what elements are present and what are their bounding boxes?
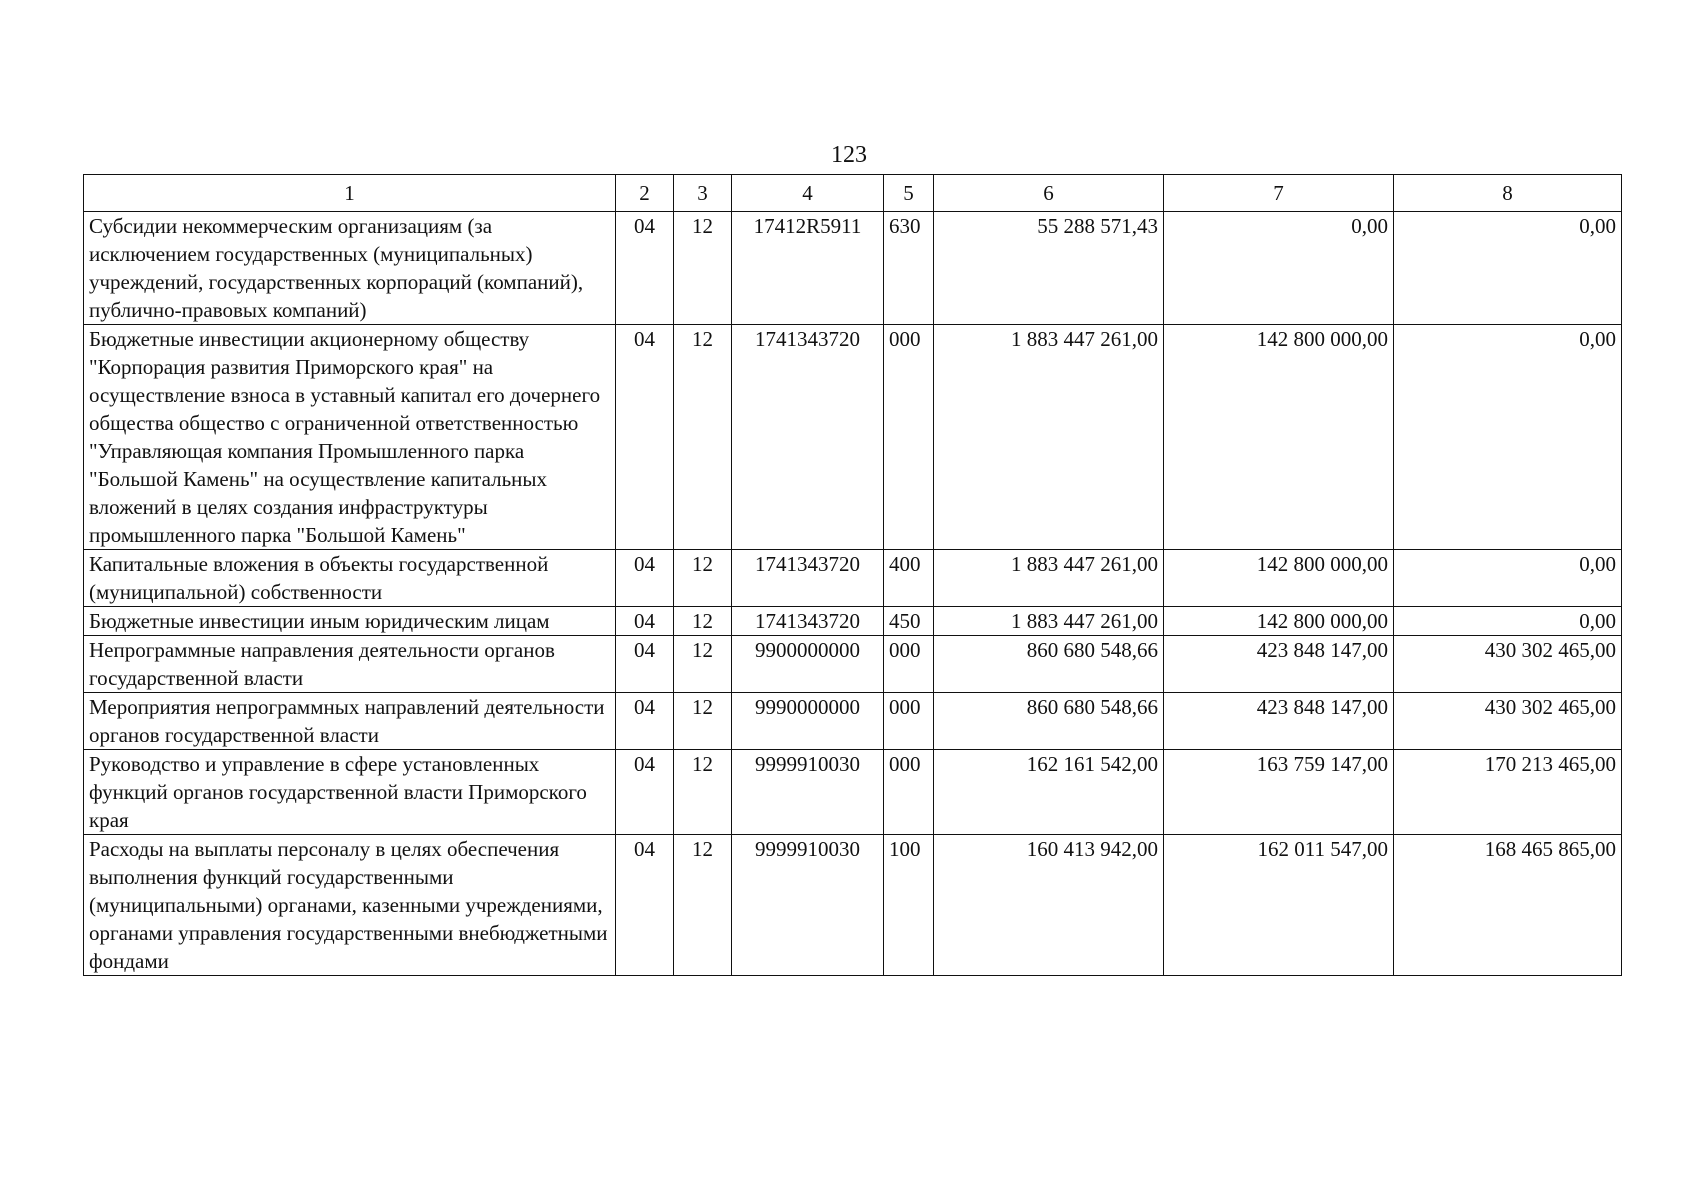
row-name: Непрограммные направления деятельности органов государственной власти	[84, 636, 616, 693]
row-amount-1: 1 883 447 261,00	[934, 550, 1164, 607]
row-section: 04	[616, 550, 674, 607]
header-col-1: 1	[84, 175, 616, 212]
row-subsection: 12	[674, 550, 732, 607]
row-amount-1: 55 288 571,43	[934, 212, 1164, 325]
table-row	[84, 325, 1622, 550]
header-col-2: 2	[616, 175, 674, 212]
row-section: 04	[616, 636, 674, 693]
table-row	[84, 550, 1622, 607]
table-row	[84, 750, 1622, 835]
row-section: 04	[616, 325, 674, 550]
table-header-row	[84, 175, 1622, 212]
row-subsection: 12	[674, 212, 732, 325]
row-subsection: 12	[674, 636, 732, 693]
row-amount-3: 430 302 465,00	[1394, 693, 1622, 750]
row-section: 04	[616, 607, 674, 636]
row-target-code: 9990000000	[732, 693, 884, 750]
row-section: 04	[616, 750, 674, 835]
page-number: 123	[831, 142, 867, 168]
row-amount-3: 170 213 465,00	[1394, 750, 1622, 835]
row-kind-code: 100	[884, 835, 934, 976]
row-amount-2: 162 011 547,00	[1164, 835, 1394, 976]
header-col-3: 3	[674, 175, 732, 212]
row-name: Расходы на выплаты персоналу в целях обеспечения выполнения функций государственными (муниципальными) органами, казенными учреждениями, органами управления государственными внебюджетными фондами	[84, 835, 616, 976]
row-amount-1: 162 161 542,00	[934, 750, 1164, 835]
row-kind-code: 630	[884, 212, 934, 325]
header-col-5: 5	[884, 175, 934, 212]
row-kind-code: 000	[884, 750, 934, 835]
row-amount-3: 0,00	[1394, 212, 1622, 325]
row-amount-3: 168 465 865,00	[1394, 835, 1622, 976]
row-amount-2: 142 800 000,00	[1164, 607, 1394, 636]
row-name: Мероприятия непрограммных направлений деятельности органов государственной власти	[84, 693, 616, 750]
row-amount-1: 1 883 447 261,00	[934, 607, 1164, 636]
row-target-code: 9999910030	[732, 750, 884, 835]
table-row	[84, 212, 1622, 325]
row-kind-code: 000	[884, 693, 934, 750]
row-amount-2: 142 800 000,00	[1164, 550, 1394, 607]
row-amount-1: 860 680 548,66	[934, 636, 1164, 693]
row-subsection: 12	[674, 693, 732, 750]
row-kind-code: 450	[884, 607, 934, 636]
row-amount-3: 0,00	[1394, 607, 1622, 636]
row-amount-3: 0,00	[1394, 325, 1622, 550]
table-row	[84, 693, 1622, 750]
row-amount-2: 142 800 000,00	[1164, 325, 1394, 550]
row-subsection: 12	[674, 607, 732, 636]
row-kind-code: 000	[884, 325, 934, 550]
row-name: Бюджетные инвестиции акционерному обществу "Корпорация развития Приморского края" на осуществление взноса в уставный капитал его дочернего общества общество с ограниченной ответственностью "Управляющая компания Промышленного парка "Большой Камень" на осуществление капитальных вложений в целях создания инфраструктуры промышленного парка "Большой Камень"	[84, 325, 616, 550]
header-col-8: 8	[1394, 175, 1622, 212]
row-amount-2: 163 759 147,00	[1164, 750, 1394, 835]
row-amount-1: 160 413 942,00	[934, 835, 1164, 976]
budget-table	[83, 174, 1622, 976]
row-subsection: 12	[674, 325, 732, 550]
table-row	[84, 607, 1622, 636]
row-name: Руководство и управление в сфере установленных функций органов государственной власти Приморского края	[84, 750, 616, 835]
header-col-4: 4	[732, 175, 884, 212]
row-name: Капитальные вложения в объекты государственной (муниципальной) собственности	[84, 550, 616, 607]
row-amount-3: 430 302 465,00	[1394, 636, 1622, 693]
row-section: 04	[616, 693, 674, 750]
row-section: 04	[616, 835, 674, 976]
table-row	[84, 835, 1622, 976]
header-col-6: 6	[934, 175, 1164, 212]
row-target-code: 1741343720	[732, 550, 884, 607]
row-section: 04	[616, 212, 674, 325]
row-name: Субсидии некоммерческим организациям (за исключением государственных (муниципальных) учреждений, государственных корпораций (компаний), публично-правовых компаний)	[84, 212, 616, 325]
header-col-7: 7	[1164, 175, 1394, 212]
row-target-code: 1741343720	[732, 607, 884, 636]
row-target-code: 9999910030	[732, 835, 884, 976]
row-kind-code: 000	[884, 636, 934, 693]
row-amount-2: 423 848 147,00	[1164, 636, 1394, 693]
row-target-code: 9900000000	[732, 636, 884, 693]
row-kind-code: 400	[884, 550, 934, 607]
row-target-code: 17412R5911	[732, 212, 884, 325]
row-amount-2: 423 848 147,00	[1164, 693, 1394, 750]
row-name: Бюджетные инвестиции иным юридическим лицам	[84, 607, 616, 636]
row-subsection: 12	[674, 750, 732, 835]
row-amount-2: 0,00	[1164, 212, 1394, 325]
row-amount-3: 0,00	[1394, 550, 1622, 607]
row-subsection: 12	[674, 835, 732, 976]
row-target-code: 1741343720	[732, 325, 884, 550]
row-amount-1: 1 883 447 261,00	[934, 325, 1164, 550]
row-amount-1: 860 680 548,66	[934, 693, 1164, 750]
table-row	[84, 636, 1622, 693]
